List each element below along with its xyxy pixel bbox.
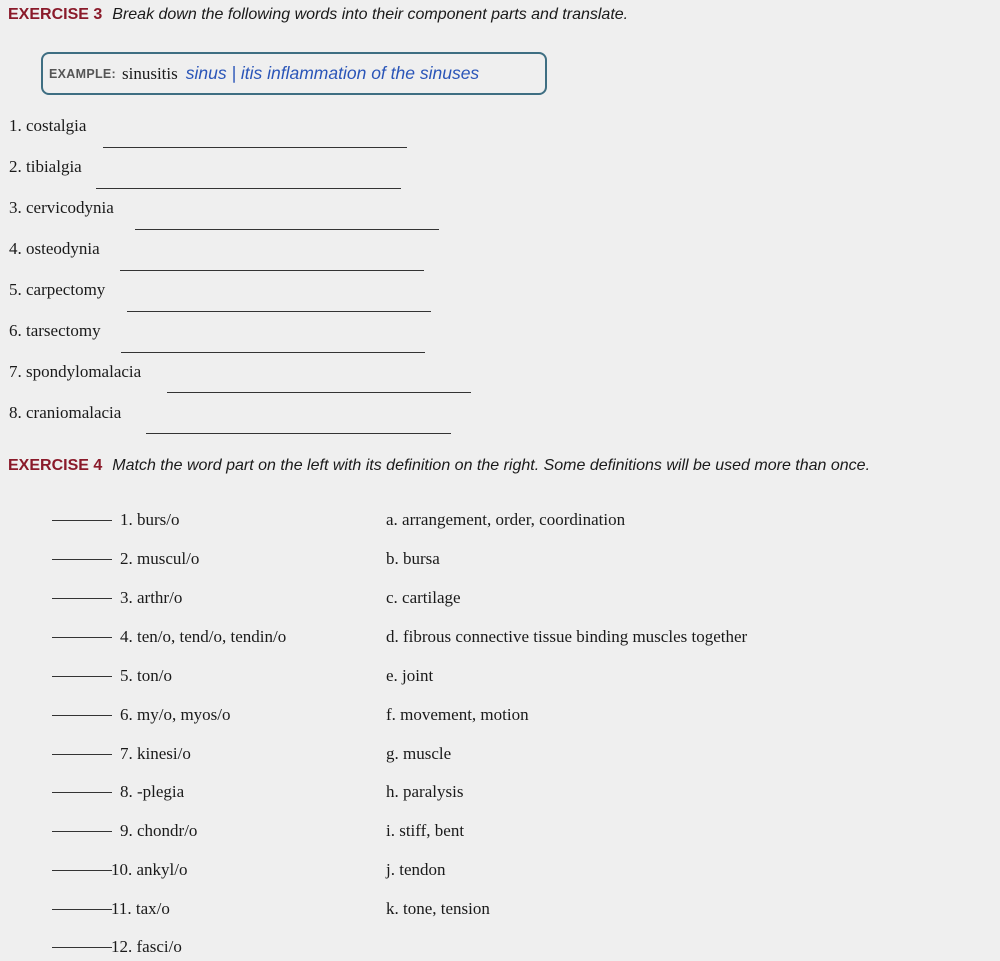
- word-part: 6. my/o, myos/o: [120, 705, 231, 724]
- match-blank[interactable]: [52, 947, 112, 948]
- answer-line[interactable]: [146, 433, 451, 434]
- definition: f. movement, motion: [386, 705, 529, 724]
- answer-line[interactable]: [135, 229, 439, 230]
- exercise-3-heading: [8, 6, 628, 24]
- exercise-4-instruction: Match the word part on the left with its definition on the right. Some definitions will be used more than once.: [112, 457, 871, 474]
- match-blank[interactable]: [52, 520, 112, 521]
- word-part: 5. ton/o: [120, 666, 172, 685]
- definition: a. arrangement, order, coordination: [386, 510, 626, 529]
- definition: d. fibrous connective tissue binding muscles together: [386, 627, 748, 646]
- word-part: 9. chondr/o: [120, 821, 198, 840]
- exercise-3-label: EXERCISE 3: [8, 6, 103, 23]
- definition: g. muscle: [386, 744, 452, 763]
- example-box: [41, 52, 547, 95]
- exercise-3-item: 5. carpectomy: [9, 280, 106, 299]
- answer-line[interactable]: [103, 147, 407, 148]
- match-blank[interactable]: [52, 909, 112, 910]
- answer-line[interactable]: [120, 270, 424, 271]
- exercise-3-item: 2. tibialgia: [9, 157, 82, 176]
- definition: i. stiff, bent: [386, 821, 465, 840]
- match-blank[interactable]: [52, 792, 112, 793]
- word-part: 7. kinesi/o: [120, 744, 191, 763]
- answer-line[interactable]: [121, 352, 425, 353]
- exercise-3-item: 6. tarsectomy: [9, 321, 101, 340]
- word-part: 8. -plegia: [120, 782, 185, 801]
- answer-line[interactable]: [167, 392, 471, 393]
- answer-line[interactable]: [127, 311, 431, 312]
- word-part: 12. fasci/o: [111, 937, 182, 956]
- definition: e. joint: [386, 666, 434, 685]
- definition: b. bursa: [386, 549, 440, 568]
- answer-line[interactable]: [96, 188, 401, 189]
- exercise-3-item: 8. craniomalacia: [9, 403, 122, 422]
- example-tag: EXAMPLE:: [49, 66, 116, 81]
- definition: j. tendon: [386, 860, 446, 879]
- match-blank[interactable]: [52, 598, 112, 599]
- exercise-3-instruction: Break down the following words into their component parts and translate.: [112, 6, 629, 23]
- exercise-3-item: 7. spondylomalacia: [9, 362, 142, 381]
- word-part: 11. tax/o: [111, 899, 170, 918]
- definition: c. cartilage: [386, 588, 461, 607]
- exercise-3-item: 4. osteodynia: [9, 239, 100, 258]
- match-blank[interactable]: [52, 715, 112, 716]
- word-part: 10. ankyl/o: [111, 860, 188, 879]
- example-answer: sinus | itis inflammation of the sinuses: [185, 63, 480, 83]
- word-part: 1. burs/o: [120, 510, 180, 529]
- exercise-4-label: EXERCISE 4: [8, 457, 103, 474]
- exercise-3-item: 1. costalgia: [9, 116, 87, 135]
- match-blank[interactable]: [52, 870, 112, 871]
- exercise-4-heading: [8, 457, 870, 475]
- definition: k. tone, tension: [386, 899, 490, 918]
- match-blank[interactable]: [52, 559, 112, 560]
- exercise-3-item: 3. cervicodynia: [9, 198, 114, 217]
- word-part: 2. muscul/o: [120, 549, 200, 568]
- match-blank[interactable]: [52, 754, 112, 755]
- word-part: 3. arthr/o: [120, 588, 183, 607]
- match-blank[interactable]: [52, 676, 112, 677]
- word-part: 4. ten/o, tend/o, tendin/o: [120, 627, 287, 646]
- match-blank[interactable]: [52, 831, 112, 832]
- match-blank[interactable]: [52, 637, 112, 638]
- definition: h. paralysis: [386, 782, 464, 801]
- example-word: sinusitis: [122, 63, 178, 83]
